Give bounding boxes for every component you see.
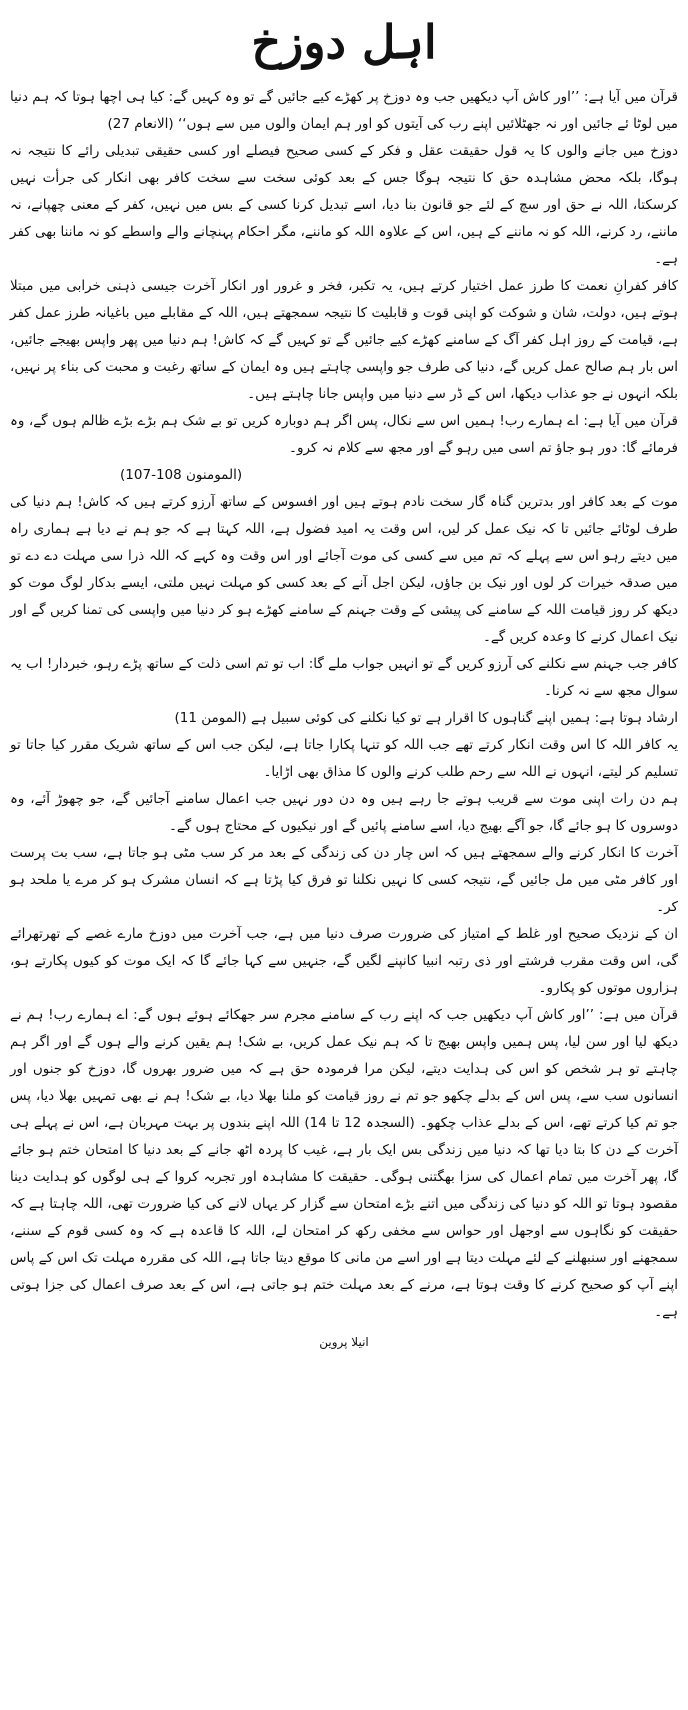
verse-reference: (المومنون 108-107) [120, 467, 243, 483]
article-paragraph: ان کے نزدیک صحیح اور غلط کے امتیاز کی ضرورت صرف دنیا میں ہے، جب آخرت میں دوزخ مارے غصے کے تھرتھرائے گی، اس وقت مقرب فرشتے اور ذی رتبہ انبیا کانپنے لگیں گے، جنہیں سے کہا جائے گا کہ ایک موت کو کیوں پکارتے ہو، ہزاروں موتوں کو پکارو۔ [10, 926, 678, 996]
article-paragraph: ہم دن رات اپنی موت سے قریب ہوتے جا رہے ہیں وہ دن دور نہیں جب اعمال سامنے آجائیں گے، جو چھوڑ آئے، وہ دوسروں کا ہو جائے گا، جو آگے بھیج دیا، اسے سامنے پائیں گے اور نیکیوں کے محتاج ہوں گے۔ [10, 791, 678, 834]
article-paragraph: آخرت کا انکار کرنے والے سمجھتے ہیں کہ اس چار دن کی زندگی کے بعد مر کر سب مٹی ہو جاتا ہے، سب بت پرست اور کافر مٹی میں مل جائیں گے، نتیجہ کسی کا نہیں نکلنا تو فرق کیا پڑتا ہے کہ انسان مشرک ہو کر مرے یا ملحد ہو کر۔ [10, 845, 678, 915]
article-body [10, 84, 678, 1326]
article-paragraph: قرآن میں آیا ہے: اے ہمارے رب! ہمیں اس سے نکال، پس اگر ہم دوبارہ کریں تو بے شک ہم بڑے بڑے ظالم ہوں گے، وہ فرمائے گا: دور ہو جاؤ تم اسی میں رہو گے اور مجھ سے کلام نہ کرو۔ [10, 413, 678, 456]
article-paragraph: دوزخ میں جانے والوں کا یہ قول حقیقت عقل و فکر کے کسی صحیح فیصلے اور کسی حقیقی تبدیلی رائے کا نتیجہ نہ ہوگا، بلکہ محض مشاہدہ حق کا نتیجہ ہوگا جس کے بعد کوئی سخت سے سخت کافر بھی انکار کی جرأت نہیں کرسکتا، اللہ نے حق اور سچ کے لئے جو قانون بنا دیا، اسے تبدیل کرنا کسی کے بس میں نہیں، کفر کے معنی چھپانے، نہ ماننے، رد کرنے، اللہ کو نہ ماننے کے ہیں، اس کے علاوہ اللہ کو ماننے، مگر احکام پہنچانے والے واسطے کو نہ ماننا بھی کفر ہے۔ [10, 143, 678, 267]
article-paragraph: کافر کفرانِ نعمت کا طرز عمل اختیار کرتے ہیں، یہ تکبر، فخر و غرور اور انکار آخرت جیسی ذہنی خرابی میں مبتلا ہوتے ہیں، دولت، شان و شوکت کو اپنی قوت و قابلیت کا نتیجہ سمجھتے ہیں، اللہ کے مقابلے میں باغیانہ طرز عمل کفر ہے، قیامت کے روز اہل کفر آگ کے سامنے کھڑے کیے جائیں گے تو کہیں گے کہ کاش! ہم دنیا میں پھر واپس بھیجے جائیں، اس بار ہم صالح عمل کریں گے، دنیا کی طرف جو واپسی چاہتے ہیں وہ ایمان کے ساتھ رغبت و محبت کی بناء پر نہیں، بلکہ انہوں نے جو عذاب دیکھا، اس کے ڈر سے دنیا میں واپس جانا چاہتے ہیں۔ [10, 278, 678, 402]
title-area [10, 0, 678, 84]
article-paragraph: موت کے بعد کافر اور بدترین گناہ گار سخت نادم ہوتے ہیں اور افسوس کے ساتھ آرزو کرتے ہیں کہ کاش! ہم دنیا کی طرف لوٹائے جائیں تا کہ نیک عمل کر لیں، اس وقت یہ امید فضول ہے، اللہ کہتا ہے کہ جو ہم نے دیا ہے ہماری راہ میں دیتے رہو اس سے پہلے کہ تم میں سے کسی کی موت آجائے اور اس وقت وہ کہے کہ اللہ ذرا سی مہلت دے دے تو میں صدقہ خیرات کر لوں اور نیک بن جاؤں، لیکن اجل آنے کے بعد کسی کو مہلت نہیں ملتی، ایسے بدکار لوگ موت کو دیکھ کر روز قیامت اللہ کے سامنے کی پیشی کے وقت جہنم کے سامنے کھڑے ہو کر دنیا میں واپسی کی تمنا کریں گے اور نیک اعمال کرنے کا وعدہ کریں گے۔ [10, 494, 678, 645]
article-paragraph: یہ کافر اللہ کا اس وقت انکار کرتے تھے جب اللہ کو تنہا پکارا جاتا ہے، لیکن جب اس کے ساتھ شریک مقرر کیا جاتا تو تسلیم کر لیتے، انہوں نے اللہ سے رحم طلب کرنے والوں کا مذاق بھی اڑایا۔ [10, 737, 678, 780]
article-paragraph: قرآن میں ہے: ’’اور کاش آپ دیکھیں جب کہ اپنے رب کے سامنے مجرم سر جھکائے ہوئے ہوں گے: اے ہمارے رب! ہم نے دیکھ لیا اور سن لیا، پس ہمیں واپس بھیج تا کہ ہم نیک عمل کریں، بے شک! ہم یقین کرنے والے ہوں گے اور اگر ہم چاہتے تو ہر شخص کو اس کی ہدایت دیتے، لیکن مرا فرمودہ حق ہے کہ میں ضرور بھروں گا، دوزخ کو جنوں اور انسانوں سب سے، پس اس کے بدلے چکھو جو تم نے روز قیامت کو ملنا بھلا دیا، بے شک! ہم نے بھی تمہیں بھلا دیا، پس جو تم کیا کرتے تھے، اس کے بدلے عذاب چکھو۔ (السجدہ 12 تا 14) اللہ اپنے بندوں پر بہت مہربان ہے، اس نے پہلے ہی آخرت کے دن کا بتا دیا تھا کہ دنیا میں زندگی بس ایک بار ہے، غیب کا پردہ اٹھ جانے کے بعد دنیا کا امتحان ختم ہو جائے گا، پھر آخرت میں تمام اعمال کی سزا بھگتنی ہوگی۔ حقیقت کا مشاہدہ اور تجربہ کروا کے ہی لوگوں کو ہدایت دینا مقصود ہوتا تو اللہ کو دنیا کی زندگی میں اتنے بڑے امتحان سے گزار کر یہاں لانے کی کیا ضرورت تھی، اللہ چاہتا ہے کہ حقیقت کو نگاہوں سے اوجھل اور حواس سے مخفی رکھ کر امتحان لے، اللہ کا قاعدہ ہے کہ وہ کسی قوم کے سننے، سمجھنے اور سنبھلنے کے لئے مہلت دیتا ہے اور اسے من مانی کا موقع دیتا جاتا ہے، اللہ کی مقررہ مہلت تک اس کے پاس اپنے آپ کو صحیح کرنے کا وقت ہوتا ہے، مرنے کے بعد مہلت ختم ہو جاتی ہے، اس کے بعد صرف اعمال کی جزا ہوتی ہے۔ [10, 1007, 678, 1320]
article-paragraph: کافر جب جہنم سے نکلنے کی آرزو کریں گے تو انہیں جواب ملے گا: اب تو تم اسی ذلت کے ساتھ پڑے رہو، خبردار! اب یہ سوال مجھ سے نہ کرنا۔ [10, 656, 678, 699]
article-paragraph: ارشاد ہوتا ہے: ہمیں اپنے گناہوں کا اقرار ہے تو کیا نکلنے کی کوئی سبیل ہے (المومن 11) [174, 710, 678, 726]
author-name: انیلا پروین [319, 1335, 369, 1349]
page-title: اہل دوزخ [251, 15, 437, 69]
article-paragraph: قرآن میں آیا ہے: ’’اور کاش آپ دیکھیں جب وہ دوزخ پر کھڑے کیے جائیں گے تو وہ کہیں گے: کیا ہی اچھا ہوتا کہ ہم دنیا میں لوٹا ئے جائیں اور نہ جھٹلائیں اپنے رب کی آیتوں کو اور ہم ایمان والوں میں سے ہوں‘‘ (الانعام 27) [10, 89, 678, 132]
